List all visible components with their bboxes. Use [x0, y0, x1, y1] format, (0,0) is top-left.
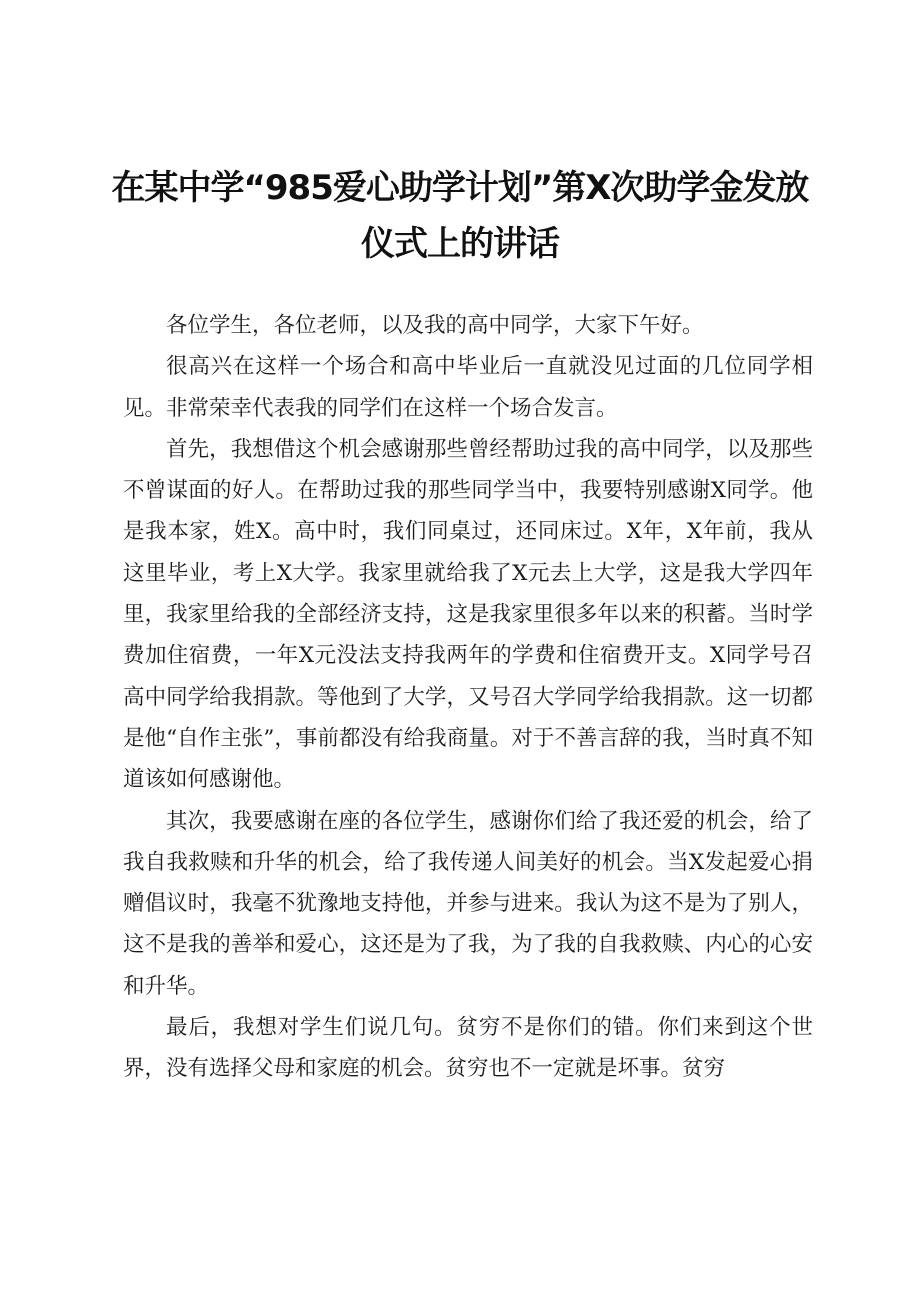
- paragraph-greeting: 各位学生，各位老师，以及我的高中同学，大家下午好。: [166, 313, 704, 338]
- page-title: 在某中学“985爱心助学计划”第X次助学金发放仪式上的讲话: [111, 168, 809, 264]
- document-body: [123, 305, 813, 1090]
- paragraph-opening: 很高兴在这样一个场合和高中毕业后一直就没见过面的几位同学相见。非常荣幸代表我的同学们在这样一个场合发言。: [123, 354, 813, 421]
- paragraph-second: 其次，我要感谢在座的各位学生，感谢你们给了我还爱的机会，给了我自我救赎和升华的机会，给了我传递人间美好的机会。当X发起爱心捐赠倡议时，我毫不犹豫地支持他，并参与进来。我认为这不是为了别人，这不是我的善举和爱心，这还是为了我，为了我的自我救赎、内心的心安和升华。: [123, 808, 813, 999]
- paragraph-last: 最后，我想对学生们说几句。贫穷不是你们的错。你们来到这个世界，没有选择父母和家庭的机会。贫穷也不一定就是坏事。贫穷: [123, 1015, 813, 1082]
- paragraph-first: 首先，我想借这个机会感谢那些曾经帮助过我的高中同学，以及那些不曾谋面的好人。在帮助过我的那些同学当中，我要特别感谢X同学。他是我本家，姓X。高中时，我们同桌过，还同床过。X年，X年前，我从这里毕业，考上X大学。我家里就给我了X元去上大学，这是我大学四年里，我家里给我的全部经济支持，这是我家里很多年以来的积蓄。当时学费加住宿费，一年X元没法支持我两年的学费和住宿费开支。X同学号召高中同学给我捐款。等他到了大学，又号召大学同学给我捐款。这一切都是他“自作主张”，事前都没有给我商量。对于不善言辞的我，当时真不知道该如何感谢他。: [123, 436, 813, 793]
